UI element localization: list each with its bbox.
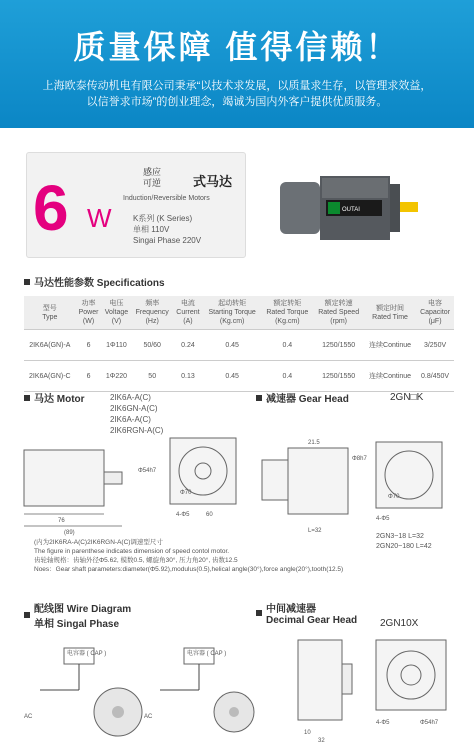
cell: 1250/1550 — [313, 330, 364, 361]
wire-title — [34, 600, 131, 630]
note-line2: The figure in parenthese indicates dimension of speed contol motor. — [34, 548, 230, 555]
banner-text-line2: 以信誉求市场”的创业理念，竭诚为国内外客户提供优质服务。 — [86, 96, 388, 108]
motor-photo — [270, 168, 420, 248]
dim-4-5-gear: 4-Φ5 — [376, 516, 390, 522]
model-4: 2IK6RGN-A(C) — [110, 426, 164, 435]
motor-drawing — [20, 432, 240, 536]
table-row — [24, 361, 454, 392]
motor-title-text: 马达 Motor — [34, 394, 85, 405]
wire-title-1: 配线图 Wire Diagram — [34, 604, 132, 615]
cell: 0.45 — [203, 361, 261, 392]
cell: 50/60 — [131, 330, 173, 361]
cell: 0.13 — [173, 361, 203, 392]
model-1: 2IK6A-A(C) — [110, 393, 151, 402]
dim-70: Φ70 — [180, 490, 192, 496]
nameplate-brand: OUTAI — [342, 207, 360, 213]
bullet-square — [24, 612, 30, 618]
cell: 0.8/450V — [416, 361, 454, 392]
type-cn-1: 感应 — [143, 167, 162, 177]
cell: 1Φ110 — [101, 330, 131, 361]
dim-70-gear: Φ70 — [388, 494, 400, 500]
th-capacitor: 电容 Capacitor (μF) — [416, 296, 454, 330]
cell: 2IK6A(GN)-C — [24, 361, 76, 392]
type-cn-main: 式马达 — [193, 174, 233, 189]
cell: 3/250V — [416, 330, 454, 361]
table-row — [24, 330, 454, 361]
bullet-square — [256, 395, 262, 401]
decimal-type: 2GN10X — [380, 618, 419, 629]
decimal-title — [266, 600, 357, 626]
phase-cn: 单相 110V — [133, 225, 170, 234]
dim-54h7: Φ54h7 — [138, 468, 157, 474]
banner-headline: 质量保障 值得信赖！ — [73, 29, 401, 65]
wire-diagram-2 — [144, 648, 254, 732]
banner-text-line1: 上海欧泰传动机电有限公司秉承“以技术求发展，以质量求生存，以管理求效益， — [42, 80, 432, 92]
product-card — [26, 152, 246, 258]
specs-table — [24, 296, 454, 392]
gear-length-1: 2GN3~18 L=32 — [376, 533, 424, 540]
series-label: K系列 (K Series) — [133, 214, 193, 223]
th-current: 电流 Current (A) — [173, 296, 203, 330]
cell: 0.4 — [261, 330, 313, 361]
dim-60: 60 — [206, 512, 213, 518]
cell: 0.24 — [173, 330, 203, 361]
decimal-section-title — [256, 600, 357, 626]
power-number: 6 — [33, 172, 69, 244]
dim-76: 76 — [58, 518, 65, 524]
cell: 1Φ220 — [101, 361, 131, 392]
th-type: 型号 Type — [24, 296, 76, 330]
series-spec — [133, 213, 201, 246]
decimal-title-2: Decimal Gear Head — [266, 615, 358, 626]
banner-text — [0, 78, 474, 110]
dim-8h7: Φ8h7 — [352, 456, 367, 462]
note-line3: 齿轮轴规格：齿轴外径Φ5.62, 模数0.5, 螺旋角30°, 压力角20°, 齿数12.5 — [34, 557, 238, 564]
gear-title-text: 减速器 Gear Head — [266, 394, 349, 405]
specs-title-text: 马达性能参数 Specifications — [34, 278, 165, 289]
cell: 2IK6A(GN)-A — [24, 330, 76, 361]
wire-title-2: 单相 Singal Phase — [34, 619, 120, 630]
motor-section-title — [24, 390, 85, 405]
dim-4-5: 4-Φ5 — [176, 512, 190, 518]
ac-label-1: AC — [24, 714, 33, 720]
gear-length-2: 2GN20~180 L=42 — [376, 543, 432, 550]
type-cn-small — [143, 167, 161, 189]
wire-diagram-1 — [24, 648, 142, 736]
dim-21-5: 21.5 — [308, 440, 320, 446]
th-voltage: 电压 Voltage (V) — [101, 296, 131, 330]
gear-type: 2GN□K — [390, 392, 424, 403]
phase-en: Singai Phase 220V — [133, 236, 202, 245]
model-2: 2IK6GN-A(C) — [110, 404, 158, 413]
dim-4-5-decimal: 4-Φ5 — [376, 720, 390, 726]
gearhead-drawing — [258, 432, 448, 536]
note-line1: (内为2IK6RA-A(C)2IK6RGN-A(C)调速型尺寸 — [34, 539, 163, 546]
cell: 6 — [76, 330, 102, 361]
wire-section-title — [24, 600, 131, 630]
ac-label-2: AC — [144, 714, 153, 720]
cell: 50 — [131, 361, 173, 392]
dim-L: L=32 — [308, 528, 322, 534]
cell: 0.4 — [261, 361, 313, 392]
decimal-title-1: 中间减速器 — [266, 604, 316, 615]
bullet-square — [24, 279, 30, 285]
wire-diagrams — [20, 640, 256, 744]
dim-54h7-decimal: Φ54h7 — [420, 720, 439, 726]
gear-section-title — [256, 390, 349, 405]
specs-title — [24, 274, 165, 289]
dim-10: 10 — [304, 730, 311, 736]
gear-lengths — [376, 532, 432, 552]
bullet-square — [256, 610, 262, 616]
cell: 连续Continue — [364, 330, 416, 361]
th-starting-torque: 起动转矩 Starting Torque (Kg.cm) — [203, 296, 261, 330]
th-rated-time: 额定时间 Rated Time — [364, 296, 416, 330]
bullet-square — [24, 395, 30, 401]
type-cn-2: 可逆 — [143, 178, 162, 188]
decimal-gear-drawing — [280, 634, 450, 744]
dim-89: (89) — [64, 530, 75, 536]
capacitor-label-2: 电容器 ( CAP ) — [187, 651, 227, 657]
cell: 1250/1550 — [313, 361, 364, 392]
note-line4: Noes：Gear shaft parameters:diameter(Φ5.92),modulus(0.5),helical angle(30°),force angle(20°),tooth(12.5) — [34, 566, 344, 573]
motor-models — [110, 392, 163, 436]
th-power: 功率 Power (W) — [76, 296, 102, 330]
th-rated-speed: 额定转速 Rated Speed (rpm) — [313, 296, 364, 330]
banner — [0, 0, 474, 128]
th-rated-torque: 额定转矩 Rated Torque (Kg.cm) — [261, 296, 313, 330]
dim-32: 32 — [318, 738, 325, 744]
notes — [34, 538, 343, 574]
power-unit: W — [87, 203, 112, 233]
cell: 6 — [76, 361, 102, 392]
specs-header-row — [24, 296, 454, 330]
type-en: Induction/Reversible Motors — [123, 195, 210, 202]
model-3: 2IK6A-A(C) — [110, 415, 151, 424]
cell: 连续Continue — [364, 361, 416, 392]
th-frequency: 频率 Frequency (Hz) — [131, 296, 173, 330]
capacitor-label-1: 电容器 ( CAP ) — [67, 651, 107, 657]
cell: 0.45 — [203, 330, 261, 361]
